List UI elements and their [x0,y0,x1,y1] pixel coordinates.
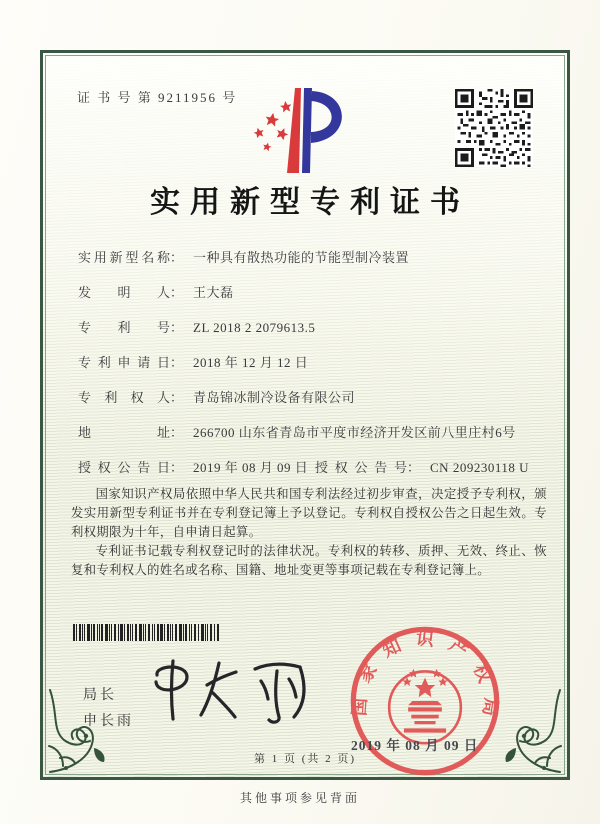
signer-name: 申长雨 [83,714,134,729]
field-value: ZL 2018 2 2079613.5 [193,320,316,335]
field-row-patent-no [78,317,548,352]
colon: ： [407,460,421,475]
colon: ： [170,390,184,405]
colon: ： [170,250,184,265]
field-row-filing-date [78,352,548,387]
field-value: 2019 年 08 月 09 日 [193,460,309,475]
qr-code-icon [455,89,533,167]
field-row-inventor [78,282,548,317]
field-row-address [78,422,548,457]
seal-agency-text: 国家知识产权局 [349,628,502,732]
cnipa-patent-logo-icon [243,85,367,177]
certificate-frame [40,50,570,780]
national-emblem-icon [389,669,461,743]
field-rows [78,247,548,492]
grant-publication-no [315,457,529,476]
field-label: 发明人 [78,285,170,300]
colon: ： [170,285,184,300]
signer-post-title: 局长 [83,688,117,703]
field-label: 专利权人 [78,390,170,405]
field-value: 青岛锦冰制冷设备有限公司 [193,390,356,405]
field-label: 地址 [78,425,170,440]
page-number: 第 1 页 (共 2 页) [253,753,357,765]
field-label: 授权公告号 [315,460,407,475]
colon: ： [170,355,184,370]
field-label: 实用新型名称 [78,250,170,265]
field-value: 王大磊 [193,285,234,300]
legal-paragraphs [71,485,547,580]
certificate-number: 证 书 号 第 9211956 号 [77,90,238,105]
colon: ： [170,460,184,475]
field-row-patentee [78,387,548,422]
barcode-icon [73,624,219,641]
field-label: 专利号 [78,320,170,335]
colon: ： [170,320,184,335]
corner-flourish-icon [46,688,120,774]
certificate-title: 实用新型专利证书 [150,186,470,219]
handwritten-signature [143,649,328,733]
paragraph: 国家知识产权局依照中华人民共和国专利法经过初步审查，决定授予专利权，颁发实用新型专利证书并在专利登记簿上予以登记。专利权自授权公告之日起生效。专利权期限为十年，自申请日起算。 [71,487,547,539]
back-note: 其他事项参见背面 [239,791,360,805]
field-value: CN 209230118 U [430,460,529,475]
field-row-name [78,247,548,282]
field-label: 专利申请日 [78,355,170,370]
field-label: 授权公告日 [78,460,170,475]
corner-flourish-icon [490,688,564,774]
seal-date: 2019 年 08 月 09 日 [351,738,479,753]
field-value: 一种具有散热功能的节能型制冷装置 [193,250,410,265]
field-value: 2018 年 12 月 12 日 [193,355,309,370]
field-value: 266700 山东省青岛市平度市经济开发区前八里庄村6号 [193,425,516,440]
colon: ： [170,425,184,440]
paragraph: 专利证书记载专利权登记时的法律状况。专利权的转移、质押、无效、终止、恢复和专利权人的姓名或名称、国籍、地址变更等事项记载在专利登记簿上。 [71,544,547,577]
